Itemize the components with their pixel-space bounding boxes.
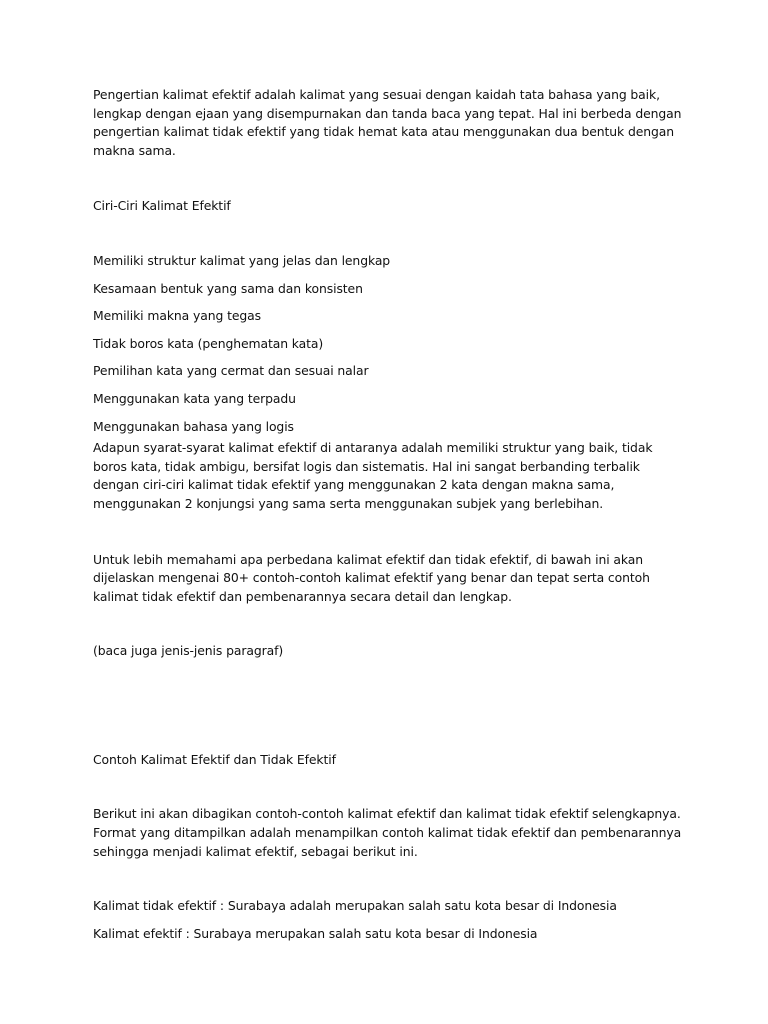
ciri-item-3: Memiliki makna yang tegas (93, 308, 261, 324)
spacer (93, 769, 683, 805)
untuk-paragraph: Untuk lebih memahami apa perbedana kalimat efektif dan tidak efektif, di bawah ini akan dijelaskan mengenai 80+ contoh-contoh kalimat efektif yang benar dan tepat serta contoh kalimat tidak efektif dan pembenarannya secara detail dan lengkap. (93, 551, 650, 604)
ciri-item-2: Kesamaan bentuk yang sama dan konsisten (93, 280, 363, 296)
heading-ciri-ciri: Ciri-Ciri Kalimat Efektif (93, 198, 231, 214)
ciri-item-6: Menggunakan kata yang terpadu (93, 390, 296, 406)
baca-juga-text: (baca juga jenis-jenis paragraf) (93, 643, 284, 659)
spacer (93, 216, 683, 252)
ciri-item-1: Memiliki struktur kalimat yang jelas dan lengkap (93, 252, 391, 268)
syarat-paragraph: Adapun syarat-syarat kalimat efektif di antaranya adalah memiliki struktur yang baik, tidak boros kata, tidak ambigu, bersifat logis dan sistematis. Hal ini sangat berbanding terbalik dengan ciri-ciri kalimat tidak efektif yang menggunakan 2 kata dengan makna sama, menggunakan 2 konjungsi yang sama serta menggunakan subjek yang berlebihan. (93, 440, 653, 511)
example-efektif: Kalimat efektif : Surabaya merupakan salah satu kota besar di Indonesia (93, 925, 538, 941)
heading-contoh: Contoh Kalimat Efektif dan Tidak Efektif (93, 751, 336, 767)
berikut-paragraph: Berikut ini akan dibagikan contoh-contoh kalimat efektif dan kalimat tidak efektif selengkapnya. Format yang ditampilkan adalah menampilkan contoh kalimat tidak efektif dan pembenarannya sehingga menjadi kalimat efektif, sebagai berikut ini. (93, 806, 682, 859)
spacer (93, 661, 683, 751)
intro-paragraph: Pengertian kalimat efektif adalah kalimat yang sesuai dengan kaidah tata bahasa yang baik, lengkap dengan ejaan yang disempurnakan dan tanda baca yang tepat. Hal ini berbeda dengan pengertian kalimat tidak efektif yang tidak hemat kata atau menggunakan dua bentuk dengan makna sama. (93, 87, 682, 158)
spacer (93, 861, 683, 897)
ciri-item-4: Tidak boros kata (penghematan kata) (93, 335, 324, 351)
ciri-item-5: Pemilihan kata yang cermat dan sesuai nalar (93, 363, 369, 379)
spacer (93, 160, 683, 197)
document-page (93, 86, 683, 943)
ciri-item-7: Menggunakan bahasa yang logis (93, 418, 294, 434)
example-tidak-efektif: Kalimat tidak efektif : Surabaya adalah merupakan salah satu kota besar di Indonesia (93, 898, 617, 914)
spacer (93, 514, 683, 551)
spacer (93, 606, 683, 642)
